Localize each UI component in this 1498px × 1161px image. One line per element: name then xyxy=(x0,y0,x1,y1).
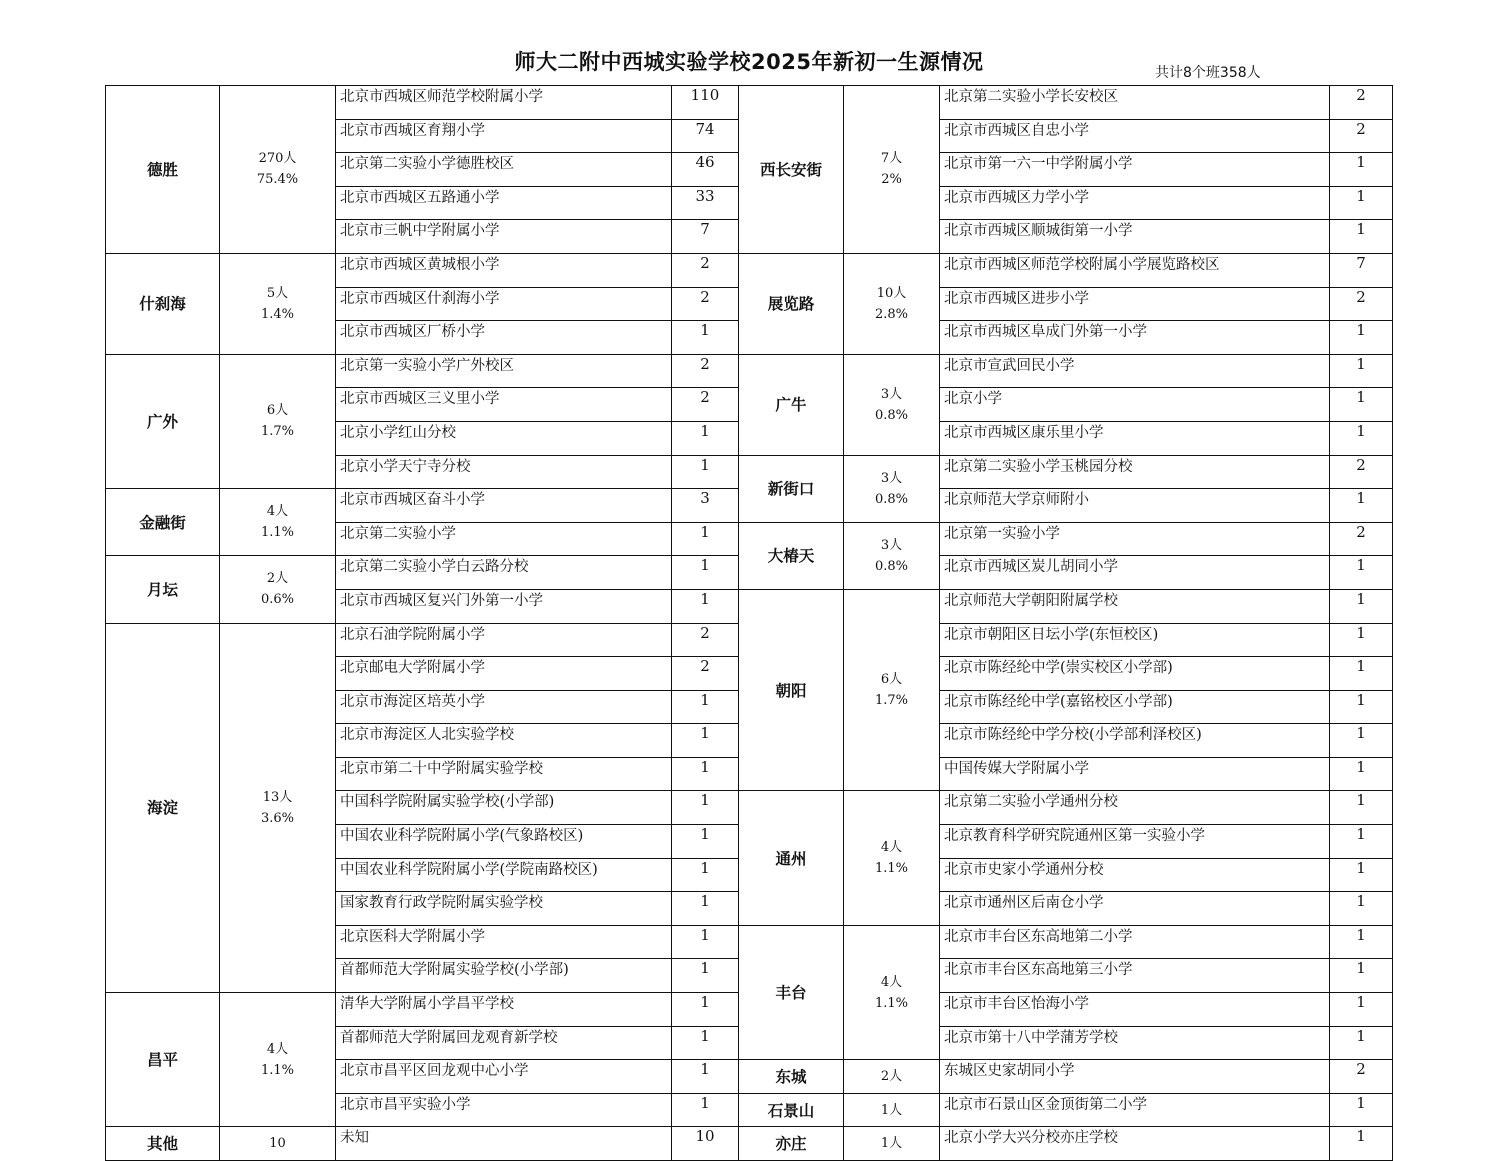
table-row xyxy=(106,253,1393,287)
school-name: 北京市丰台区东高地第三小学 xyxy=(940,959,1330,993)
student-count: 1 xyxy=(672,522,739,556)
school-name: 北京师范大学京师附小 xyxy=(940,489,1330,523)
school-name: 北京小学天宁寺分校 xyxy=(336,455,672,489)
student-count: 1 xyxy=(1330,589,1393,623)
region-summary xyxy=(844,925,940,1059)
student-count: 1 xyxy=(1330,724,1393,758)
region-name: 通州 xyxy=(739,791,844,925)
school-name: 北京市西城区五路通小学 xyxy=(336,186,672,220)
school-name: 北京市西城区炭儿胡同小学 xyxy=(940,556,1330,590)
student-count: 7 xyxy=(1330,253,1393,287)
student-count: 1 xyxy=(1330,354,1393,388)
region-count: 5人 xyxy=(266,285,289,301)
student-count: 2 xyxy=(672,657,739,691)
region-summary xyxy=(844,791,940,925)
school-name: 北京市西城区力学小学 xyxy=(940,186,1330,220)
region-summary xyxy=(844,253,940,354)
region-percent: 1.1% xyxy=(260,525,295,541)
student-count: 2 xyxy=(1330,522,1393,556)
school-name: 北京市朝阳区日坛小学(东恒校区) xyxy=(940,623,1330,657)
region-summary xyxy=(220,489,336,556)
student-count: 1 xyxy=(1330,657,1393,691)
school-name: 国家教育行政学院附属实验学校 xyxy=(336,892,672,926)
student-count: 1 xyxy=(672,1060,739,1094)
school-name: 北京石油学院附属小学 xyxy=(336,623,672,657)
region-count: 6人 xyxy=(266,403,289,419)
school-name: 未知 xyxy=(336,1127,672,1161)
school-name: 东城区史家胡同小学 xyxy=(940,1060,1330,1094)
region-count: 3人 xyxy=(880,537,903,553)
school-name: 北京市西城区阜成门外第一小学 xyxy=(940,321,1330,355)
region-percent: 0.6% xyxy=(260,592,295,608)
region-name: 德胜 xyxy=(106,86,220,254)
region-summary xyxy=(220,623,336,993)
student-count: 1 xyxy=(1330,186,1393,220)
student-count: 110 xyxy=(672,86,739,120)
school-name: 北京第二实验小学德胜校区 xyxy=(336,153,672,187)
school-name: 北京市第二十中学附属实验学校 xyxy=(336,757,672,791)
school-name: 北京第一实验小学 xyxy=(940,522,1330,556)
table-row xyxy=(106,1127,1393,1161)
region-percent: 1.1% xyxy=(874,861,909,877)
student-count: 1 xyxy=(672,589,739,623)
student-count: 1 xyxy=(672,421,739,455)
region-summary xyxy=(844,455,940,522)
student-count: 1 xyxy=(672,892,739,926)
region-name: 金融街 xyxy=(106,489,220,556)
region-count: 10 xyxy=(269,1136,286,1152)
student-count: 2 xyxy=(1330,287,1393,321)
student-count: 2 xyxy=(672,623,739,657)
region-count: 4人 xyxy=(266,1041,289,1057)
document-title: 师大二附中西城实验学校2025年新初一生源情况 xyxy=(514,50,984,74)
school-name: 北京市陈经纶中学(崇实校区小学部) xyxy=(940,657,1330,691)
student-count: 1 xyxy=(672,1026,739,1060)
school-name: 北京第二实验小学 xyxy=(336,522,672,556)
student-count: 2 xyxy=(672,354,739,388)
school-name: 北京市西城区三义里小学 xyxy=(336,388,672,422)
student-count: 1 xyxy=(1330,623,1393,657)
student-count: 1 xyxy=(672,825,739,859)
school-name: 北京第二实验小学玉桃园分校 xyxy=(940,455,1330,489)
region-count: 4人 xyxy=(880,840,903,856)
school-name: 中国农业科学院附属小学(学院南路校区) xyxy=(336,858,672,892)
region-summary xyxy=(220,354,336,488)
student-count: 1 xyxy=(1330,690,1393,724)
region-count: 270人 xyxy=(258,151,297,167)
student-count: 2 xyxy=(1330,86,1393,120)
student-count: 2 xyxy=(672,287,739,321)
student-count: 2 xyxy=(1330,455,1393,489)
school-name: 首都师范大学附属回龙观育新学校 xyxy=(336,1026,672,1060)
region-summary xyxy=(844,589,940,791)
school-name: 北京第二实验小学通州分校 xyxy=(940,791,1330,825)
student-count: 1 xyxy=(1330,489,1393,523)
region-summary xyxy=(844,86,940,254)
region-percent: 2% xyxy=(881,172,902,188)
student-count: 1 xyxy=(672,556,739,590)
region-count: 2人 xyxy=(266,571,289,587)
student-count: 1 xyxy=(672,1093,739,1127)
school-name: 北京市西城区康乐里小学 xyxy=(940,421,1330,455)
school-name: 北京市第一六一中学附属小学 xyxy=(940,153,1330,187)
region-summary xyxy=(220,1127,336,1161)
region-summary xyxy=(844,354,940,455)
student-count: 1 xyxy=(1330,153,1393,187)
region-name: 丰台 xyxy=(739,925,844,1059)
student-count: 2 xyxy=(1330,1060,1393,1094)
student-count: 1 xyxy=(672,993,739,1027)
student-count: 1 xyxy=(1330,757,1393,791)
student-count: 1 xyxy=(672,791,739,825)
student-count: 1 xyxy=(672,455,739,489)
student-count: 1 xyxy=(1330,220,1393,254)
region-summary xyxy=(844,1060,940,1094)
school-name: 北京市陈经纶中学分校(小学部利泽校区) xyxy=(940,724,1330,758)
region-percent: 0.8% xyxy=(874,491,909,507)
school-name: 中国科学院附属实验学校(小学部) xyxy=(336,791,672,825)
table-row xyxy=(106,86,1393,120)
region-name: 东城 xyxy=(739,1060,844,1094)
region-name: 大椿天 xyxy=(739,522,844,589)
region-name: 新街口 xyxy=(739,455,844,522)
student-count: 1 xyxy=(672,690,739,724)
school-name: 北京小学 xyxy=(940,388,1330,422)
school-name: 首都师范大学附属实验学校(小学部) xyxy=(336,959,672,993)
region-summary xyxy=(220,556,336,623)
region-percent: 3.6% xyxy=(260,810,295,826)
region-name: 西长安街 xyxy=(739,86,844,254)
student-count: 2 xyxy=(672,388,739,422)
region-name: 展览路 xyxy=(739,253,844,354)
region-summary xyxy=(220,86,336,254)
school-name: 北京市史家小学通州分校 xyxy=(940,858,1330,892)
region-count: 3人 xyxy=(880,386,903,402)
student-count: 2 xyxy=(1330,119,1393,153)
school-name: 北京市西城区育翔小学 xyxy=(336,119,672,153)
school-name: 北京市丰台区怡海小学 xyxy=(940,993,1330,1027)
student-count: 1 xyxy=(672,959,739,993)
school-name: 北京市西城区师范学校附属小学展览路校区 xyxy=(940,253,1330,287)
school-name: 北京市昌平实验小学 xyxy=(336,1093,672,1127)
region-percent: 1.7% xyxy=(874,693,909,709)
region-count: 7人 xyxy=(880,151,903,167)
region-percent: 75.4% xyxy=(256,172,299,188)
school-name: 北京市昌平区回龙观中心小学 xyxy=(336,1060,672,1094)
region-name: 广牛 xyxy=(739,354,844,455)
region-count: 4人 xyxy=(880,974,903,990)
school-name: 北京市海淀区人北实验学校 xyxy=(336,724,672,758)
region-count: 10人 xyxy=(876,285,907,301)
school-name: 北京教育科学研究院通州区第一实验小学 xyxy=(940,825,1330,859)
school-name: 北京市石景山区金顶街第二小学 xyxy=(940,1093,1330,1127)
school-name: 北京医科大学附属小学 xyxy=(336,925,672,959)
region-name: 亦庄 xyxy=(739,1127,844,1161)
school-name: 北京市宣武回民小学 xyxy=(940,354,1330,388)
student-count: 2 xyxy=(672,253,739,287)
student-count: 1 xyxy=(672,925,739,959)
school-name: 北京师范大学朝阳附属学校 xyxy=(940,589,1330,623)
region-count: 6人 xyxy=(880,672,903,688)
student-count: 10 xyxy=(672,1127,739,1161)
student-count: 3 xyxy=(672,489,739,523)
student-count: 1 xyxy=(1330,556,1393,590)
school-name: 北京市三帆中学附属小学 xyxy=(336,220,672,254)
school-name: 北京市西城区奋斗小学 xyxy=(336,489,672,523)
school-name: 北京市西城区师范学校附属小学 xyxy=(336,86,672,120)
region-name: 广外 xyxy=(106,354,220,488)
student-count: 7 xyxy=(672,220,739,254)
region-count: 3人 xyxy=(880,470,903,486)
school-name: 中国传媒大学附属小学 xyxy=(940,757,1330,791)
student-count: 74 xyxy=(672,119,739,153)
region-percent: 1.1% xyxy=(260,1062,295,1078)
school-name: 北京市西城区什刹海小学 xyxy=(336,287,672,321)
region-count: 1人 xyxy=(880,1102,903,1118)
school-name: 北京市西城区复兴门外第一小学 xyxy=(336,589,672,623)
school-name: 北京市海淀区培英小学 xyxy=(336,690,672,724)
region-name: 石景山 xyxy=(739,1093,844,1127)
student-count: 1 xyxy=(672,757,739,791)
region-percent: 1.1% xyxy=(874,995,909,1011)
school-name: 北京市第十八中学蒲芳学校 xyxy=(940,1026,1330,1060)
school-name: 北京市西城区顺城街第一小学 xyxy=(940,220,1330,254)
student-count: 1 xyxy=(1330,892,1393,926)
student-count: 1 xyxy=(1330,388,1393,422)
region-percent: 2.8% xyxy=(874,306,909,322)
region-summary xyxy=(844,1127,940,1161)
student-count: 1 xyxy=(1330,858,1393,892)
region-summary xyxy=(844,522,940,589)
school-name: 北京市陈经纶中学(嘉铭校区小学部) xyxy=(940,690,1330,724)
school-name: 北京市西城区黄城根小学 xyxy=(336,253,672,287)
region-percent: 0.8% xyxy=(874,407,909,423)
student-count: 1 xyxy=(672,724,739,758)
region-name: 什刹海 xyxy=(106,253,220,354)
school-name: 北京市通州区后南仓小学 xyxy=(940,892,1330,926)
student-count: 1 xyxy=(1330,959,1393,993)
region-name: 朝阳 xyxy=(739,589,844,791)
region-name: 月坛 xyxy=(106,556,220,623)
region-summary xyxy=(220,253,336,354)
school-name: 北京小学红山分校 xyxy=(336,421,672,455)
student-count: 1 xyxy=(1330,1026,1393,1060)
school-name: 北京邮电大学附属小学 xyxy=(336,657,672,691)
region-name: 海淀 xyxy=(106,623,220,993)
region-name: 昌平 xyxy=(106,993,220,1127)
school-name: 北京市西城区进步小学 xyxy=(940,287,1330,321)
student-count: 1 xyxy=(1330,1093,1393,1127)
student-count: 1 xyxy=(1330,321,1393,355)
region-summary xyxy=(844,1093,940,1127)
region-count: 13人 xyxy=(262,789,293,805)
student-count: 1 xyxy=(1330,993,1393,1027)
region-percent: 1.4% xyxy=(260,306,295,322)
region-count: 1人 xyxy=(880,1136,903,1152)
student-count: 1 xyxy=(1330,925,1393,959)
student-count: 1 xyxy=(1330,421,1393,455)
student-count: 1 xyxy=(1330,791,1393,825)
school-name: 中国农业科学院附属小学(气象路校区) xyxy=(336,825,672,859)
total-note: 共计8个班358人 xyxy=(1155,65,1261,81)
region-summary xyxy=(220,993,336,1127)
student-count: 1 xyxy=(672,321,739,355)
school-name: 北京市丰台区东高地第二小学 xyxy=(940,925,1330,959)
region-name: 其他 xyxy=(106,1127,220,1161)
school-name: 北京小学大兴分校亦庄学校 xyxy=(940,1127,1330,1161)
school-name: 北京市西城区厂桥小学 xyxy=(336,321,672,355)
region-percent: 0.8% xyxy=(874,558,909,574)
table-body xyxy=(106,86,1393,1161)
school-name: 北京第二实验小学白云路分校 xyxy=(336,556,672,590)
student-count: 46 xyxy=(672,153,739,187)
region-count: 4人 xyxy=(266,504,289,520)
table-row xyxy=(106,354,1393,388)
school-name: 北京第一实验小学广外校区 xyxy=(336,354,672,388)
school-name: 北京第二实验小学长安校区 xyxy=(940,86,1330,120)
student-count: 1 xyxy=(1330,825,1393,859)
school-name: 北京市西城区自忠小学 xyxy=(940,119,1330,153)
school-name: 清华大学附属小学昌平学校 xyxy=(336,993,672,1027)
student-count: 1 xyxy=(672,858,739,892)
region-count: 2人 xyxy=(880,1069,903,1085)
enrollment-table xyxy=(105,85,1393,1161)
region-percent: 1.7% xyxy=(260,424,295,440)
student-count: 1 xyxy=(1330,1127,1393,1161)
student-count: 33 xyxy=(672,186,739,220)
